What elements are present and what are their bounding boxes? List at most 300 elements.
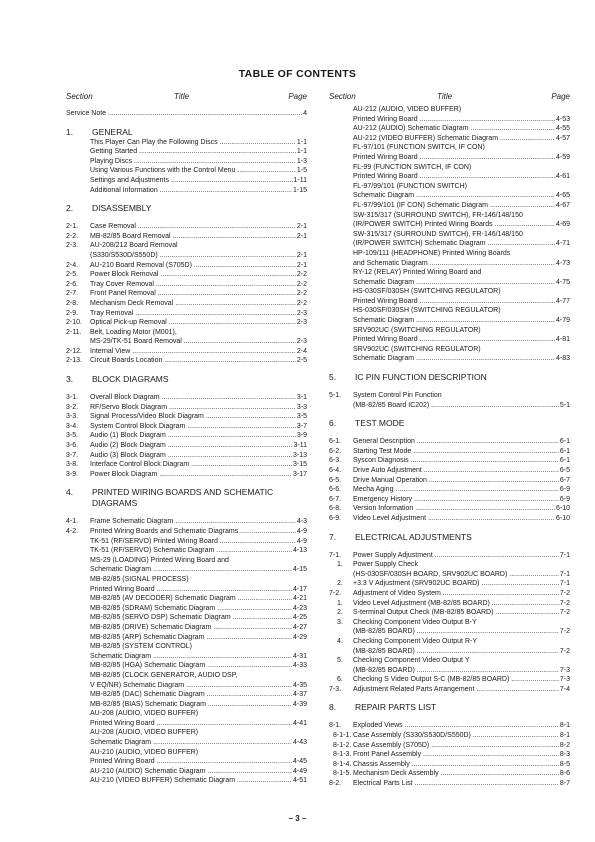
entry-title bbox=[90, 157, 307, 167]
entry-title bbox=[90, 241, 178, 251]
entry-title bbox=[90, 289, 307, 299]
entry-title bbox=[90, 412, 307, 422]
entry-title bbox=[90, 652, 307, 662]
section-title: REPAIR PARTS LIST bbox=[355, 702, 437, 713]
entry-number: 2-3. bbox=[66, 242, 79, 250]
toc-entry bbox=[66, 460, 307, 470]
toc-entry bbox=[329, 105, 570, 115]
entry-title-text: Printed Wiring Board bbox=[90, 758, 155, 766]
toc-entry bbox=[66, 251, 307, 261]
entry-number: 6-9. bbox=[329, 514, 342, 522]
toc-entry bbox=[329, 570, 570, 580]
entry-page: 4-17 bbox=[292, 585, 307, 593]
entry-number: 2-5. bbox=[66, 271, 79, 279]
entry-title-text: MB-82/85 (HGA) Schematic Diagram bbox=[90, 662, 206, 670]
entry-title-text: Schematic Diagram bbox=[353, 355, 415, 363]
entry-title bbox=[353, 447, 570, 457]
entry-page: 4-27 bbox=[292, 623, 307, 631]
entry-title-text: AU-208 (AUDIO, VIDEO BUFFER) bbox=[90, 729, 199, 737]
entry-title bbox=[90, 700, 307, 710]
entry-title-text: Overall Block Diagram bbox=[90, 394, 160, 402]
entry-title bbox=[353, 750, 570, 760]
entry-page: 7-2 bbox=[559, 589, 570, 597]
toc-entry bbox=[66, 299, 307, 309]
toc-entry bbox=[329, 769, 570, 779]
entry-page: 4-71 bbox=[555, 240, 570, 248]
entry-page: 8-7 bbox=[559, 780, 570, 788]
entry-title-text: Audio (2) Block Diagram bbox=[90, 442, 166, 450]
entry-page: 4-67 bbox=[555, 201, 570, 209]
entry-title bbox=[90, 623, 307, 633]
entry-title-text: Adjustment of Video System bbox=[353, 589, 441, 597]
entry-number: 8-2. bbox=[329, 780, 342, 788]
entry-title bbox=[90, 585, 307, 595]
entry-title bbox=[353, 278, 570, 288]
entry-page: 3-1 bbox=[296, 394, 307, 402]
entry-page: 4-65 bbox=[555, 192, 570, 200]
toc-entry bbox=[66, 748, 307, 758]
entry-title bbox=[353, 685, 570, 695]
entry-title bbox=[353, 220, 570, 230]
entry-number: 7-3. bbox=[329, 685, 342, 693]
entry-page: 3-3 bbox=[296, 403, 307, 411]
entry-page: 7-1 bbox=[559, 570, 570, 578]
entry-page: 7-2 bbox=[559, 599, 570, 607]
entry-title-text: MB-82/85 (SIGNAL PROCESS) bbox=[90, 575, 189, 583]
entry-title-text: FL-97/101 (FUNCTION SWITCH, IF CON) bbox=[353, 144, 485, 152]
entry-title-text: Frame Schematic Diagram bbox=[90, 518, 174, 526]
toc-entry bbox=[66, 700, 307, 710]
entry-page: 6-1 bbox=[559, 438, 570, 446]
entry-title-text: (MB-82/85 BOARD) bbox=[353, 628, 415, 636]
entry-page: 5-1 bbox=[559, 401, 570, 409]
section-title: ELECTRICAL ADJUSTMENTS bbox=[355, 531, 472, 542]
toc-entry bbox=[329, 447, 570, 457]
entry-title-text: Case Assembly (S705D) bbox=[353, 741, 430, 749]
entry-title-text: Schematic Diagram bbox=[90, 566, 152, 574]
entry-title bbox=[353, 105, 461, 115]
entry-title-text: MB-82/85 (ARP) Schematic Diagram bbox=[90, 633, 205, 641]
toc-entry bbox=[66, 393, 307, 403]
entry-page: 7-1 bbox=[559, 551, 570, 559]
entry-title-text: Printed Wiring Board bbox=[90, 585, 155, 593]
entry-title-text: Video Level Adjustment (MB-82/85 BOARD) bbox=[353, 599, 490, 607]
section-title: DISASSEMBLY bbox=[92, 203, 152, 214]
toc-entry bbox=[329, 551, 570, 561]
entry-page: 6-7 bbox=[559, 476, 570, 484]
toc-entry bbox=[329, 731, 570, 741]
entry-title-text: TK-51 (RF/SERVO) Schematic Diagram bbox=[90, 547, 215, 555]
entry-number: 3-7. bbox=[66, 451, 79, 459]
toc-entry bbox=[66, 337, 307, 347]
toc-entry bbox=[329, 618, 570, 628]
entry-title bbox=[353, 326, 481, 336]
entry-page: 7-3 bbox=[559, 666, 570, 674]
toc-entry bbox=[66, 642, 307, 652]
entry-title-text: MB-82/85 (DRIVE) Schematic Diagram bbox=[90, 623, 212, 631]
entry-title bbox=[353, 599, 570, 609]
entry-title-text: Mechanism Deck Removal bbox=[90, 299, 174, 307]
toc-entries bbox=[66, 109, 307, 786]
entry-number: 2-10. bbox=[66, 319, 82, 327]
entry-page: 2-1 bbox=[296, 261, 307, 269]
toc-entry bbox=[66, 671, 307, 681]
entry-page: 4-9 bbox=[296, 537, 307, 545]
entry-title-text: SRV902UC (SWITCHING REGULATOR) bbox=[353, 326, 481, 334]
entry-page: 1-3 bbox=[296, 157, 307, 165]
entry-page: 7-3 bbox=[559, 676, 570, 684]
entry-title bbox=[90, 176, 307, 186]
toc-left-column bbox=[66, 92, 307, 786]
entry-page: 4-33 bbox=[292, 662, 307, 670]
entry-title bbox=[90, 719, 307, 729]
entry-page: 2-4 bbox=[296, 347, 307, 355]
entry-title-text: SW-315/317 (SURROUND SWITCH), FR-146/148/150 bbox=[353, 211, 523, 219]
toc-entry bbox=[329, 115, 570, 125]
column-header bbox=[329, 92, 570, 103]
entry-title bbox=[90, 565, 307, 575]
entry-title-text: MB-82/85 (SDRAM) Schematic Diagram bbox=[90, 604, 216, 612]
toc-entry bbox=[66, 241, 307, 251]
entry-title-text: Front Panel Removal bbox=[90, 290, 156, 298]
entry-page: 7-1 bbox=[559, 580, 570, 588]
entry-title-text: Power Block Diagram bbox=[90, 470, 158, 478]
entry-title bbox=[90, 337, 307, 347]
entry-number: 1. bbox=[337, 561, 343, 569]
entry-title bbox=[353, 721, 570, 731]
entry-title-text: Power Supply Check bbox=[353, 561, 418, 569]
toc-entry bbox=[329, 306, 570, 316]
entry-title-text: Printed Wiring Board bbox=[353, 153, 418, 161]
section-heading bbox=[329, 418, 570, 429]
entry-page: 4-25 bbox=[292, 614, 307, 622]
entry-title bbox=[353, 466, 570, 476]
entry-title bbox=[90, 517, 307, 527]
entry-page: 4-9 bbox=[296, 528, 307, 535]
toc-entry bbox=[66, 652, 307, 662]
entry-title-text: (MB-82/85 BOARD) bbox=[353, 666, 415, 674]
section-number: 7. bbox=[329, 531, 337, 542]
section-title: GENERAL bbox=[92, 126, 133, 137]
entry-page: 4-15 bbox=[292, 566, 307, 574]
entry-title bbox=[90, 309, 307, 319]
entry-page: 4-49 bbox=[292, 767, 307, 775]
toc-entry bbox=[66, 681, 307, 691]
entry-page: 8-6 bbox=[559, 770, 570, 778]
entry-page: 2-5 bbox=[296, 357, 307, 365]
entry-title bbox=[353, 666, 570, 676]
entry-title-text: MB-82/85 (AV DECODER) Schematic Diagram bbox=[90, 595, 236, 603]
toc-entry bbox=[66, 280, 307, 290]
entry-title-text: Using Various Functions with the Control Menu bbox=[90, 167, 236, 175]
entry-title bbox=[353, 485, 570, 495]
entry-page: 4-83 bbox=[555, 355, 570, 363]
entry-title-text: AU-210 (VIDEO BUFFER) Schematic Diagram bbox=[90, 777, 236, 785]
entry-title bbox=[90, 347, 307, 357]
entry-title bbox=[90, 767, 307, 777]
entry-title-text: System Control Block Diagram bbox=[90, 422, 186, 430]
entry-page: 4-31 bbox=[292, 652, 307, 660]
entry-page: 6-10 bbox=[555, 505, 570, 513]
entry-title bbox=[90, 318, 307, 328]
entry-title-text: Electrical Parts List bbox=[353, 780, 413, 788]
entry-title-text: S-terminal Output Check (MB-82/85 BOARD) bbox=[353, 609, 494, 617]
entry-page: 6-1 bbox=[559, 457, 570, 465]
entry-title-text: MB-82/85 (SERVO DSP) Schematic Diagram bbox=[90, 614, 231, 622]
entry-page: 7-2 bbox=[559, 609, 570, 617]
entry-page: 2-1 bbox=[296, 223, 307, 231]
entry-title bbox=[90, 757, 307, 767]
entry-title bbox=[353, 249, 510, 259]
entry-title-text: Audio (1) Block Diagram bbox=[90, 432, 166, 440]
entry-title-text: Settings and Adjustments bbox=[90, 176, 169, 184]
entry-title bbox=[90, 604, 307, 614]
entry-page: 6-9 bbox=[559, 486, 570, 494]
entry-title-text: HP-109/111 (HEADPHONE) Printed Wiring Boards bbox=[353, 249, 511, 257]
entry-title-text: MB-82/85 (SYSTEM CONTROL) bbox=[90, 643, 192, 651]
entry-page: 4-43 bbox=[292, 739, 307, 747]
entry-title bbox=[90, 328, 177, 338]
entry-title-text: Emergency History bbox=[353, 495, 413, 503]
entry-title-text: (IR/POWER SWITCH) Printed Wiring Boards bbox=[353, 221, 493, 229]
entry-number: 6-3. bbox=[329, 457, 342, 465]
entry-title-text: (MB-82/85 Board IC202) bbox=[353, 401, 430, 409]
entry-title-text: Additional Information bbox=[90, 186, 158, 194]
entry-title-text: Starting Test Mode bbox=[353, 447, 412, 455]
entry-page: 4 bbox=[303, 110, 307, 117]
entry-page: 4-61 bbox=[555, 173, 570, 181]
entry-title bbox=[90, 166, 307, 176]
toc-entry bbox=[329, 268, 570, 278]
entry-number: 6-7. bbox=[329, 495, 342, 503]
entry-title-text: Schematic Diagram bbox=[90, 739, 152, 747]
toc-entry bbox=[66, 585, 307, 595]
entry-page: 4-39 bbox=[292, 700, 307, 708]
toc-entry bbox=[329, 172, 570, 182]
toc-entry bbox=[329, 675, 570, 685]
toc-entry bbox=[66, 690, 307, 700]
section-number: 1. bbox=[66, 126, 74, 137]
toc-entry bbox=[329, 191, 570, 201]
entry-title bbox=[90, 671, 237, 681]
entry-number: 3-8. bbox=[66, 461, 79, 469]
entry-title-text: Drive Manual Operation bbox=[353, 476, 427, 484]
toc-entry bbox=[329, 401, 570, 411]
entry-page: 4-45 bbox=[292, 758, 307, 766]
entry-page: 4-69 bbox=[555, 221, 570, 229]
entry-title bbox=[90, 280, 307, 290]
entry-title bbox=[90, 222, 307, 232]
toc-entry bbox=[66, 776, 307, 786]
toc-entry bbox=[66, 451, 307, 461]
entry-title bbox=[90, 776, 307, 786]
entry-title-text: MB-82/85 (DAC) Schematic Diagram bbox=[90, 691, 205, 699]
entry-title-text: Schematic Diagram bbox=[353, 278, 415, 286]
entry-number: 8-1-3. bbox=[333, 751, 352, 759]
toc-entry bbox=[66, 719, 307, 729]
entry-page: 4-73 bbox=[555, 259, 570, 267]
entry-page: 4-77 bbox=[555, 297, 570, 305]
entry-page: 8-1 bbox=[559, 732, 570, 740]
entry-page: 4-59 bbox=[555, 153, 570, 161]
entry-title-text: Power Supply Adjustment bbox=[353, 551, 433, 559]
entry-title bbox=[90, 299, 307, 309]
section-heading bbox=[66, 127, 307, 138]
entry-page: 6-9 bbox=[559, 495, 570, 503]
entry-title-text: AU-210 Board Removal (S705D) bbox=[90, 261, 192, 269]
entry-title-text: Exploded Views bbox=[353, 722, 403, 730]
entry-title bbox=[353, 647, 570, 657]
entry-title bbox=[353, 153, 570, 163]
entry-title-text: RY-12 (RELAY) Printed Wiring Board and bbox=[353, 269, 482, 277]
entry-title-text: MS-29/TK-51 Board Removal bbox=[90, 338, 182, 346]
entry-number: 2-2. bbox=[66, 232, 79, 240]
entry-title-text: AU-210 (AUDIO) Schematic Diagram bbox=[90, 767, 206, 775]
toc-entry bbox=[66, 328, 307, 338]
toc-entry bbox=[66, 431, 307, 441]
entry-page: 2-3 bbox=[296, 319, 307, 327]
entry-title-text: MB-82/85 (CLOCK GENERATOR, AUDIO DSP, bbox=[90, 671, 238, 679]
toc-entry bbox=[66, 109, 307, 119]
entry-page: 6-5 bbox=[559, 467, 570, 474]
toc-entry bbox=[329, 259, 570, 269]
entry-number: 6-5. bbox=[329, 476, 342, 484]
entry-title bbox=[353, 637, 477, 647]
entry-title-text: RF/Servo Block Diagram bbox=[90, 403, 168, 411]
toc-entry bbox=[329, 124, 570, 134]
entry-page: 1-15 bbox=[292, 186, 307, 194]
toc-entry bbox=[329, 335, 570, 345]
toc-entry bbox=[66, 661, 307, 671]
entry-title-text: Case Removal bbox=[90, 223, 136, 231]
entry-page: 8-5 bbox=[559, 760, 570, 768]
entry-title bbox=[353, 618, 477, 628]
entry-title bbox=[90, 738, 307, 748]
toc-entry bbox=[329, 354, 570, 364]
toc-entry bbox=[329, 741, 570, 751]
entry-title-text: Service Note bbox=[66, 110, 107, 117]
entry-title bbox=[353, 476, 570, 486]
entry-title bbox=[353, 769, 570, 779]
entry-title bbox=[353, 456, 570, 466]
entry-title bbox=[353, 741, 570, 751]
entry-title bbox=[90, 594, 307, 604]
toc-entry bbox=[329, 514, 570, 524]
toc-entry bbox=[329, 143, 570, 153]
entry-page: 4-23 bbox=[292, 604, 307, 612]
entry-title-text: AU-212 (AUDIO, VIDEO BUFFER) bbox=[353, 106, 462, 113]
entry-page: 4-29 bbox=[292, 633, 307, 641]
entry-title-text: AU-212 (VIDEO BUFFER) Schematic Diagram bbox=[353, 134, 499, 142]
toc-entry bbox=[329, 504, 570, 514]
toc-entry bbox=[66, 166, 307, 176]
entry-title-text: HS-030SF/030SH (SWITCHING REGULATOR) bbox=[353, 288, 501, 296]
toc-entry bbox=[329, 316, 570, 326]
toc-entry bbox=[329, 326, 570, 336]
entry-title bbox=[353, 316, 570, 326]
toc-entry bbox=[66, 623, 307, 633]
toc-entry bbox=[66, 546, 307, 556]
entry-title bbox=[90, 186, 307, 196]
entry-number: 4. bbox=[337, 637, 343, 645]
entry-title bbox=[353, 589, 570, 599]
page-header: Page bbox=[288, 92, 307, 101]
entry-page: 2-2 bbox=[296, 280, 307, 288]
section-heading bbox=[66, 203, 307, 214]
entry-title-text: Printed Wiring Board bbox=[353, 336, 418, 344]
toc-entry bbox=[66, 556, 307, 566]
toc-entry bbox=[66, 594, 307, 604]
entry-title-text: MB-82/85 (BIAS) Schematic Diagram bbox=[90, 700, 206, 708]
toc-entries bbox=[329, 105, 570, 789]
toc-entry bbox=[66, 318, 307, 328]
toc-entry bbox=[66, 309, 307, 319]
entry-title bbox=[90, 431, 307, 441]
entry-page: 2-1 bbox=[296, 251, 307, 259]
toc-entry bbox=[329, 278, 570, 288]
toc-entry bbox=[329, 163, 570, 173]
entry-number: 7-1. bbox=[329, 551, 342, 559]
entry-page: 4-37 bbox=[292, 691, 307, 699]
entry-title-text: (HS-030SF/030SH BOARD, SRV902UC BOARD) bbox=[353, 570, 508, 578]
toc-entry bbox=[66, 575, 307, 585]
entry-title bbox=[353, 143, 485, 153]
entry-title bbox=[353, 401, 570, 411]
entry-title bbox=[353, 124, 570, 134]
entry-title-text: Printed Wiring Board bbox=[353, 115, 418, 123]
entry-title-text: Checking Component Video Output R-Y bbox=[353, 637, 477, 645]
entry-title bbox=[90, 709, 198, 719]
entry-page: 6-1 bbox=[559, 447, 570, 455]
entry-number: 2-11. bbox=[66, 328, 82, 336]
entry-title bbox=[353, 335, 570, 345]
entry-title-text: Checking Component Video Output B-Y bbox=[353, 618, 477, 626]
toc-entry bbox=[329, 239, 570, 249]
entry-title bbox=[353, 201, 570, 211]
entry-number: 3-3. bbox=[66, 413, 79, 421]
toc-entry bbox=[66, 147, 307, 157]
entry-title bbox=[353, 495, 570, 505]
entry-number: 2-7. bbox=[66, 290, 79, 298]
entry-title-text: Power Block Removal bbox=[90, 271, 159, 279]
toc-entry bbox=[329, 495, 570, 505]
entry-number: 2. bbox=[337, 580, 343, 588]
entry-number: 4-1. bbox=[66, 518, 79, 526]
entry-title bbox=[353, 779, 570, 789]
entry-title-text: AU-210 (AUDIO, VIDEO BUFFER) bbox=[90, 748, 199, 756]
section-heading bbox=[66, 374, 307, 385]
entry-title bbox=[353, 306, 501, 316]
entry-number: 3-9. bbox=[66, 470, 79, 478]
entry-number: 8-1-2. bbox=[333, 741, 352, 749]
toc-entry bbox=[329, 579, 570, 589]
entry-title-text: AU-208/212 Board Removal bbox=[90, 242, 178, 250]
entry-title bbox=[353, 211, 523, 221]
section-number: 3. bbox=[66, 374, 74, 385]
entry-title-text: (IR/POWER SWITCH) Schematic Diagram bbox=[353, 240, 486, 248]
toc-entry bbox=[329, 134, 570, 144]
toc-entry bbox=[329, 647, 570, 657]
entry-title-text: V EQ/NR) Schematic Diagram bbox=[90, 681, 185, 689]
entry-title bbox=[353, 239, 570, 249]
entry-title bbox=[90, 147, 307, 157]
toc-entry bbox=[329, 656, 570, 666]
entry-number: 2-9. bbox=[66, 309, 79, 317]
entry-title-text: Tray Cover Removal bbox=[90, 280, 154, 288]
section-heading bbox=[329, 372, 570, 383]
entry-number: 2-4. bbox=[66, 261, 79, 269]
section-title: TEST MODE bbox=[355, 418, 405, 429]
